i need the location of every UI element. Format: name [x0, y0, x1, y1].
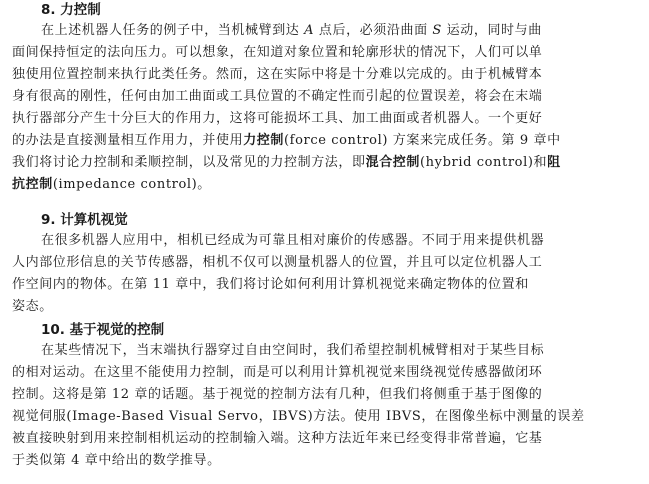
text-line [12, 252, 638, 274]
text-line [12, 174, 638, 196]
text-run: 在某些情况下，当末端执行器穿过自由空间时，我们希望控制机械臂相对于某些目标 [41, 343, 545, 358]
bold-term: 抗控制 [12, 177, 53, 192]
text-line [12, 130, 638, 152]
text-run: (hybrid control)和 [420, 155, 548, 170]
text-run: 被直接映射到用来控制相机运动的控制输入端。这种方法近年来已经变得非常普遍，它基 [12, 431, 543, 446]
bold-term: 力控制 [243, 133, 285, 148]
text-run: 我们将讨论力控制和柔顺控制，以及常见的力控制方法，即 [12, 155, 366, 170]
text-line [12, 86, 638, 108]
section-heading: 8. 力控制 [41, 2, 101, 18]
text-line [12, 450, 638, 472]
text-run: 面间保持恒定的法向压力。可以想象，在知道对象位置和轮廓形状的情况下，人们可以单 [12, 45, 543, 60]
section-computer-vision [12, 210, 638, 318]
text-line [12, 152, 638, 174]
text-line [12, 20, 638, 42]
text-run: 身有很高的刚性，任何由加工曲面或工具位置的不确定性而引起的位置误差，将会在末端 [12, 89, 543, 104]
text-line [12, 296, 638, 318]
text-run: 姿态。 [12, 299, 53, 314]
section-heading: 10. 基于视觉的控制 [41, 322, 165, 338]
text-run: 视觉伺服(Image-Based Visual Servo，IBVS)方法。使用 IBVS，在图像坐标中测量的误差 [12, 409, 585, 424]
text-run: 的相对运动。在这里不能使用力控制，而是可以利用计算机视觉来围绕视觉传感器做闭环 [12, 365, 543, 380]
text-run: 在很多机器人应用中，相机已经成为可靠且相对廉价的传感器。不同于用来提供机器 [41, 233, 545, 248]
text-run: 于类似第 4 章中给出的数学推导。 [12, 453, 221, 468]
section-paragraph [12, 340, 638, 472]
bold-term: 阻 [547, 155, 561, 170]
text-run: 人内部位形信息的关节传感器，相机不仅可以测量机器人的位置，并且可以定位机器人工 [12, 255, 543, 270]
text-line [12, 64, 638, 86]
text-line [12, 428, 638, 450]
text-run: (force control) 方案来完成任务。第 9 章中 [284, 133, 561, 148]
text-line [12, 274, 638, 296]
text-line [12, 406, 638, 428]
text-line [12, 384, 638, 406]
section-force-control [12, 0, 638, 196]
text-run: 独使用位置控制来执行此类任务。然而，这在实际中将是十分难以完成的。由于机械臂本 [12, 67, 543, 82]
text-run: 点后，必须沿曲面 [314, 23, 433, 38]
section-paragraph [12, 230, 638, 318]
text-run: 作空间内的物体。在第 11 章中，我们将讨论如何利用计算机视觉来确定物体的位置和 [12, 277, 529, 292]
section-paragraph [12, 20, 638, 196]
text-run: 运动，同时与曲 [441, 23, 542, 38]
text-line [12, 42, 638, 64]
text-line [12, 362, 638, 384]
text-line [12, 340, 638, 362]
text-run: 控制。这将是第 12 章的话题。基于视觉的控制方法有几种，但我们将侧重于基于图像的 [12, 387, 543, 402]
section-heading: 9. 计算机视觉 [41, 212, 128, 228]
bold-term: 混合控制 [365, 155, 421, 170]
text-line [12, 230, 638, 252]
text-line [12, 108, 638, 130]
text-run: (impedance control)。 [52, 177, 211, 192]
text-run: 执行器部分产生十分巨大的作用力，这将可能损坏工具、加工曲面或者机器人。一个更好 [12, 111, 543, 126]
text-run: 在上述机器人任务的例子中，当机械臂到达 [41, 23, 305, 38]
italic-symbol: A [304, 23, 315, 38]
section-vision-based-control [12, 320, 638, 472]
text-run: 的办法是直接测量相互作用力，并使用 [12, 133, 244, 148]
italic-symbol: S [432, 23, 442, 38]
